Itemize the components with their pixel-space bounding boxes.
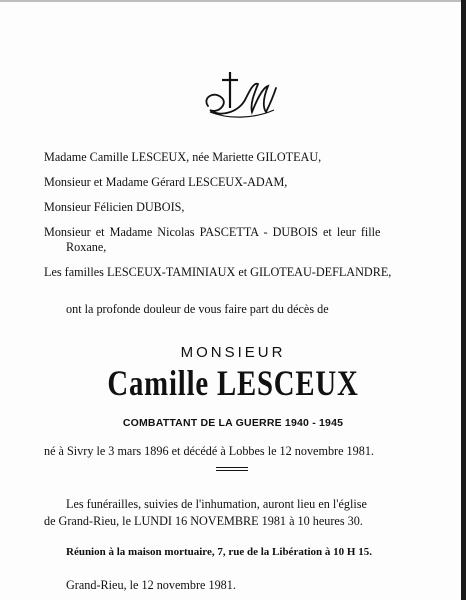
- deceased-distinction: COMBATTANT DE LA GUERRE 1940 - 1945: [122, 417, 344, 429]
- right-edge-shadow: [461, 0, 466, 600]
- cross-m-monogram-icon: [200, 68, 282, 124]
- family-line-5: Les familles LESCEUX-TAMINIAUX et GILOTEAU-DEFLANDRE,: [44, 265, 392, 279]
- reunion-info: Réunion à la maison mortuaire, 7, rue de la Libération à 10 H 15.: [66, 546, 372, 558]
- funeral-line-2: de Grand-Rieu, le LUNDI 16 NOVEMBRE 1981 à 10 heures 30.: [44, 514, 363, 528]
- deceased-title: MONSIEUR: [180, 344, 286, 361]
- divider-line: [216, 467, 248, 468]
- birth-death-dates: né à Sivry le 3 mars 1896 et décédé à Lobbes le 12 novembre 1981.: [44, 444, 374, 458]
- family-line-3: Monsieur Félicien DUBOIS,: [44, 200, 185, 214]
- family-line-2: Monsieur et Madame Gérard LESCEUX-ADAM,: [44, 175, 288, 189]
- family-line-4: Monsieur et Madame Nicolas PASCETTA - DUBOIS et leur fille: [44, 225, 381, 239]
- top-edge: [0, 0, 466, 2]
- family-line-4-continued: Roxane,: [66, 240, 107, 254]
- divider-line-second: [216, 470, 248, 471]
- place-and-date: Grand-Rieu, le 12 novembre 1981.: [66, 578, 236, 592]
- announcement-text: ont la profonde douleur de vous faire part du décès de: [66, 302, 329, 316]
- deceased-name: Camille LESCEUX: [107, 363, 359, 403]
- family-line-1: Madame Camille LESCEUX, née Mariette GILOTEAU,: [44, 150, 322, 164]
- funeral-line-1: Les funérailles, suivies de l'inhumation, auront lieu en l'église: [66, 497, 367, 511]
